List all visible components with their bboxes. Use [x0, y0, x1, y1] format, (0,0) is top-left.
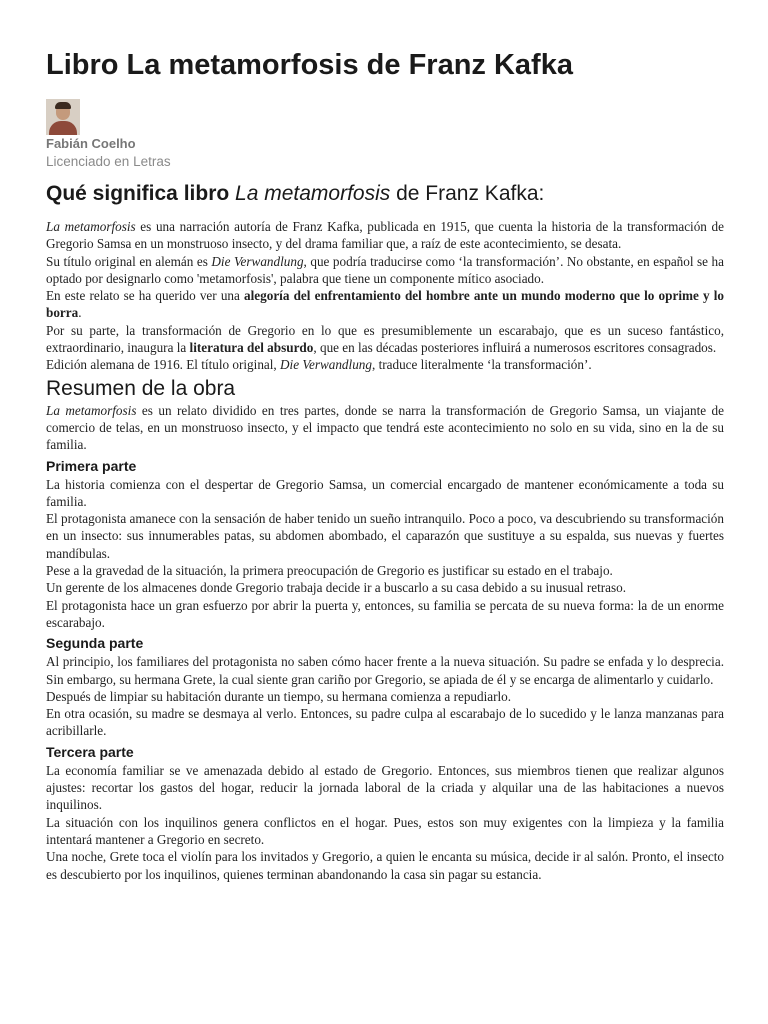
paragraph: [46, 253, 724, 288]
italic-title: Die Verwandlung: [280, 357, 372, 373]
paragraph-text: , que podría traducirse como ‘la transformación’. No obstante, en español se ha optado por designarlo como 'metamorfosis', palabra que tiene un componente mítico asociado.: [46, 253, 724, 286]
paragraph: [46, 287, 724, 322]
subheading-part-one: Primera parte: [46, 457, 137, 474]
paragraph-text: En este relato se ha querido ver una: [46, 288, 245, 304]
subheading-part-three: Tercera parte: [46, 743, 134, 760]
italic-title: La metamorfosis: [46, 219, 136, 234]
author-block: [46, 99, 446, 169]
section-heading-meaning: [46, 180, 724, 208]
paragraph-text: Edición alemana de 1916. El título original,: [46, 357, 281, 373]
paragraph-text: .: [78, 305, 82, 321]
paragraph-text: es una narración autoría de Franz Kafka, publicada en 1915, que cuenta la historia de la transformación de Gregorio Samsa en un monstruoso insecto, y del drama familiar que, a raíz de este acontecimiento, se desata.: [46, 219, 724, 252]
paragraph: [46, 322, 724, 357]
paragraph: Pese a la gravedad de la situación, la primera preocupación de Gregorio es justificar su estado en el trabajo.: [46, 563, 613, 579]
avatar-shoulders: [49, 121, 77, 135]
paragraph: Una noche, Grete toca el violín para los invitados y Gregorio, a quien le encanta su música, decide ir al salón. Pronto, el insecto es descubierto por los inquilinos, quienes terminan abandonando la casa sin pagar su estancia.: [46, 849, 724, 882]
paragraph: En otra ocasión, su madre se desmaya al verlo. Entonces, su padre culpa al escarabajo de lo sucedido y le lanza manzanas para acribillarle.: [46, 706, 724, 739]
article-title: Libro La metamorfosis de Franz Kafka: [46, 49, 573, 81]
heading-pre: Qué significa libro: [46, 182, 236, 205]
italic-title: La metamorfosis: [46, 402, 137, 418]
subheading-part-two: Segunda parte: [46, 635, 144, 652]
italic-title: Die Verwandlung: [211, 253, 304, 269]
heading-italic-title: La metamorfosis: [235, 182, 391, 205]
author-avatar[interactable]: [46, 99, 80, 135]
paragraph-text: es un relato dividido en tres partes, donde se narra la transformación de Gregorio Samsa, un viajante de comercio de telas, en un monstruoso insecto, y el impacto que tendrá este acontecimiento no solo en su vida, sino en la de su familia.: [46, 402, 724, 453]
paragraph: Al principio, los familiares del protagonista no saben cómo hacer frente a la nueva situación. Su padre se enfada y lo desprecia. Sin embargo, su hermana Grete, la cual siente gran cariño por Gregorio, se apiada de él y se encarga de alimentarlo y cuidarlo.: [46, 654, 724, 687]
heading-post: de Franz Kafka:: [390, 182, 545, 205]
paragraph-text: Por su parte, la transformación de Gregorio en lo que es presumiblemente un escarabajo, que es un suceso fantástico, extraordinario, inaugura la: [46, 322, 724, 356]
paragraph-text: , traduce literalmente ‘la transformación’.: [371, 357, 592, 373]
avatar-hair: [55, 102, 71, 109]
paragraph: [46, 218, 724, 253]
paragraph: La situación con los inquilinos genera conflictos en el hogar. Pues, estos son muy exigentes con la limpieza y la familia intentará mantener a Gregorio en secreto.: [46, 814, 724, 847]
paragraph: El protagonista amanece con la sensación de haber tenido un sueño intranquilo. Poco a poco, va descubriendo su transformación en un insecto: sus innumerables patas, su abdomen abombado, el caparazón que sustituye a su espalda, sus nuevas y fuertes mandíbulas.: [46, 511, 724, 561]
author-role: Licenciado en Letras: [46, 154, 171, 169]
paragraph-text: , que en las décadas posteriores influirá a numerosos escritores consagrados.: [313, 340, 717, 356]
author-name[interactable]: Fabián Coelho: [46, 136, 136, 151]
paragraph: Después de limpiar su habitación durante un tiempo, su hermana comienza a repudiarlo.: [46, 688, 512, 704]
section-heading-summary: Resumen de la obra: [46, 376, 236, 400]
paragraph: La historia comienza con el despertar de Gregorio Samsa, un comercial encargado de mantener económicamente a toda su familia.: [46, 476, 724, 509]
paragraph: [46, 402, 724, 454]
paragraph: La economía familiar se ve amenazada debido al estado de Gregorio. Entonces, sus miembros tienen que realizar algunos ajustes: recortar los gastos del hogar, reducir la jornada laboral de la criada y alquilar una de las habitaciones a nuevos inquilinos.: [46, 762, 724, 813]
article-content: [46, 180, 724, 883]
paragraph: Un gerente de los almacenes donde Gregorio trabaja decide ir a buscarlo a su casa debido a su inusual retraso.: [46, 580, 627, 596]
bold-text: literatura del absurdo: [189, 340, 314, 356]
paragraph-text: Su título original en alemán es: [46, 253, 212, 269]
paragraph: [46, 356, 724, 373]
bold-text: alegoría del enfrentamiento del hombre ante un mundo moderno que lo oprime y lo borra: [46, 288, 724, 321]
paragraph: El protagonista hace un gran esfuerzo por abrir la puerta y, entonces, su familia se percata de su nueva forma: la de un enorme escarabajo.: [46, 597, 724, 630]
